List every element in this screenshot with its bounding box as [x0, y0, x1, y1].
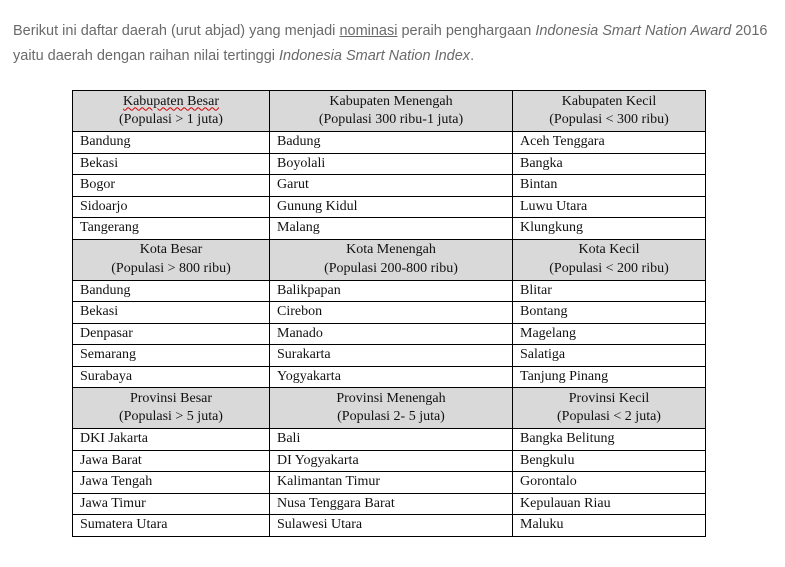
header-title: Kota Menengah: [346, 242, 436, 257]
table-row: [73, 493, 706, 515]
table-cell: Kalimantan Timur: [270, 472, 513, 494]
table-cell: Kepulauan Riau: [513, 493, 706, 515]
header-title: Provinsi Menengah: [336, 390, 446, 406]
table-cell: Badung: [270, 132, 513, 154]
header-cell: [73, 388, 270, 429]
header-cell: [73, 239, 270, 280]
table-cell: Bandung: [73, 132, 270, 154]
nominasi-link[interactable]: nominasi: [339, 22, 398, 39]
award-name: Indonesia Smart Nation Award: [535, 22, 732, 39]
table-cell: Bekasi: [73, 153, 270, 175]
header-cell: [270, 388, 513, 429]
table-cell: Gunung Kidul: [270, 196, 513, 218]
table-cell: Bogor: [73, 175, 270, 197]
table-row: [73, 302, 706, 324]
header-subtitle: (Populasi > 800 ribu): [111, 260, 231, 276]
table-cell: Bintan: [513, 175, 706, 197]
header-subtitle: (Populasi 200-800 ribu): [324, 260, 458, 276]
table-cell: Salatiga: [513, 345, 706, 367]
nominee-table: [72, 90, 706, 537]
table-cell: Surabaya: [73, 366, 270, 388]
table-cell: DI Yogyakarta: [270, 450, 513, 472]
table-cell: Nusa Tenggara Barat: [270, 493, 513, 515]
header-title: Kota Besar: [139, 242, 203, 257]
table-row: [73, 153, 706, 175]
header-cell: [513, 91, 706, 132]
header-title: Kota Kecil: [578, 242, 640, 257]
header-subtitle: (Populasi 300 ribu-1 juta): [318, 112, 464, 127]
header-title: Kabupaten Besar: [122, 93, 220, 109]
table-row: [73, 472, 706, 494]
header-title: Provinsi Besar: [129, 390, 213, 406]
table-cell: Manado: [270, 323, 513, 345]
table-cell: Balikpapan: [270, 280, 513, 302]
table-cell: Blitar: [513, 280, 706, 302]
header-title: Kabupaten Menengah: [329, 93, 453, 109]
header-title: Kabupaten Kecil: [561, 93, 657, 109]
table-cell: Surakarta: [270, 345, 513, 367]
table-cell: Bali: [270, 429, 513, 451]
table-cell: Luwu Utara: [513, 196, 706, 218]
header-subtitle: (Populasi > 1 juta): [119, 112, 223, 127]
header-cell: [513, 239, 706, 280]
table-row: [73, 450, 706, 472]
intro-paragraph: [13, 19, 778, 69]
table-cell: Bangka: [513, 153, 706, 175]
table-cell: Magelang: [513, 323, 706, 345]
table-cell: Denpasar: [73, 323, 270, 345]
table-cell: Aceh Tenggara: [513, 132, 706, 154]
table-row: [73, 345, 706, 367]
table-row: [73, 515, 706, 537]
table-row: [73, 132, 706, 154]
table-cell: Bangka Belitung: [513, 429, 706, 451]
header-subtitle: (Populasi 2- 5 juta): [337, 409, 445, 424]
table-row: [73, 323, 706, 345]
table-cell: Sidoarjo: [73, 196, 270, 218]
table-cell: Semarang: [73, 345, 270, 367]
group-header-row: [73, 388, 706, 429]
table-cell: Klungkung: [513, 218, 706, 240]
table-row: [73, 280, 706, 302]
table-cell: DKI Jakarta: [73, 429, 270, 451]
header-cell: [270, 91, 513, 132]
intro-text-3: 2016 yaitu daerah dengan raihan nilai tertinggi: [13, 22, 768, 64]
table-cell: Gorontalo: [513, 472, 706, 494]
table-cell: Sulawesi Utara: [270, 515, 513, 537]
table-row: [73, 218, 706, 240]
table-cell: Jawa Timur: [73, 493, 270, 515]
header-subtitle: (Populasi < 2 juta): [557, 409, 661, 424]
intro-text-4: .: [470, 47, 475, 64]
table-cell: Tangerang: [73, 218, 270, 240]
header-title: Provinsi Kecil: [568, 390, 650, 406]
table-cell: Jawa Barat: [73, 450, 270, 472]
header-subtitle: (Populasi > 5 juta): [119, 409, 223, 424]
table-cell: Cirebon: [270, 302, 513, 324]
intro-text-2: peraih penghargaan: [397, 22, 536, 39]
header-cell: [513, 388, 706, 429]
header-subtitle: (Populasi < 200 ribu): [549, 260, 669, 276]
header-cell: [73, 91, 270, 132]
table-cell: Bontang: [513, 302, 706, 324]
table-cell: Bengkulu: [513, 450, 706, 472]
table-row: [73, 366, 706, 388]
table-cell: Tanjung Pinang: [513, 366, 706, 388]
table-row: [73, 196, 706, 218]
table-cell: Maluku: [513, 515, 706, 537]
table-cell: Yogyakarta: [270, 366, 513, 388]
table-cell: Sumatera Utara: [73, 515, 270, 537]
table-cell: Boyolali: [270, 153, 513, 175]
table-row: [73, 429, 706, 451]
group-header-row: [73, 239, 706, 280]
table-cell: Garut: [270, 175, 513, 197]
table-row: [73, 175, 706, 197]
header-cell: [270, 239, 513, 280]
intro-text-1: Berikut ini daftar daerah (urut abjad) yang menjadi: [13, 22, 340, 39]
table-cell: Malang: [270, 218, 513, 240]
table-cell: Bekasi: [73, 302, 270, 324]
table-cell: Bandung: [73, 280, 270, 302]
header-subtitle: (Populasi < 300 ribu): [549, 112, 669, 127]
group-header-row: [73, 91, 706, 132]
table-cell: Jawa Tengah: [73, 472, 270, 494]
index-name: Indonesia Smart Nation Index: [279, 47, 471, 64]
